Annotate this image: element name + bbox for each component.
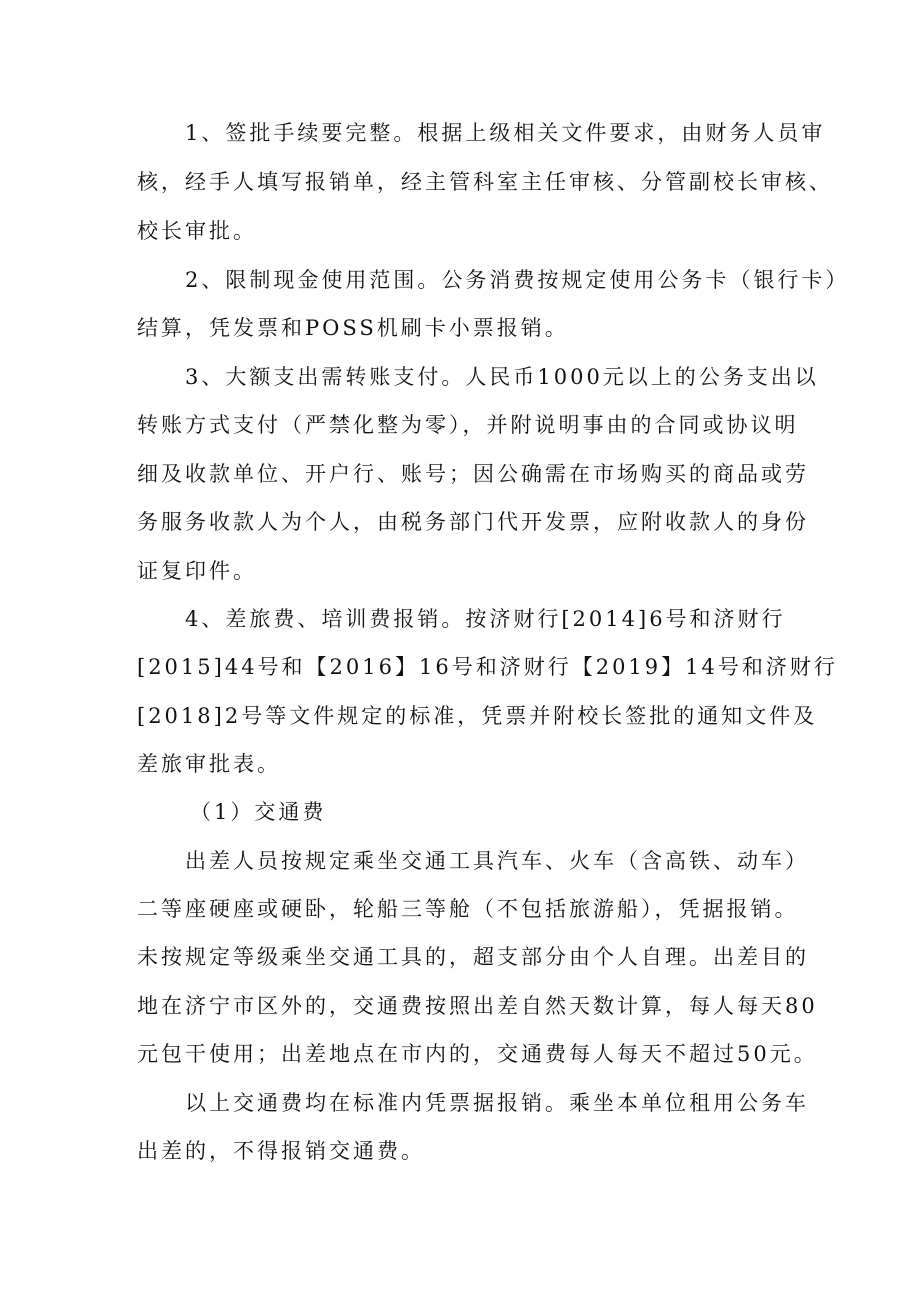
paragraph-4-line-1: 4、差旅费、培训费报销。按济财行[2014]6号和济财行 (185, 607, 786, 631)
paragraph-4-line-2: [2015]44号和【2016】16号和济财行【2019】14号和济财行 (137, 655, 838, 679)
paragraph-5-line-4: 地在济宁市区外的，交通费按照出差自然天数计算，每人每天80 (137, 994, 818, 1018)
paragraph-2-line-2: 结算，凭发票和POSS机刷卡小票报销。 (137, 316, 569, 340)
paragraph-1-line-3: 校长审批。 (137, 219, 257, 243)
paragraph-5-line-2: 二等座硬座或硬卧，轮船三等舱（不包括旅游船），凭据报销。 (137, 897, 799, 921)
paragraph-2-line-1: 2、限制现金使用范围。公务消费按规定使用公务卡（银行卡） (185, 268, 850, 292)
paragraph-6-line-2: 出差的，不得报销交通费。 (137, 1139, 425, 1163)
paragraph-1-line-2: 核，经手人填写报销单，经主管科室主任审核、分管副校长审核、 (137, 170, 833, 194)
paragraph-3-line-1: 3、大额支出需转账支付。人民币1000元以上的公务支出以 (185, 365, 819, 389)
paragraph-5-line-5: 元包干使用；出差地点在市内的，交通费每人每天不超过50元。 (137, 1042, 818, 1066)
paragraph-3-line-2: 转账方式支付（严禁化整为零），并附说明事由的合同或协议明 (137, 413, 799, 437)
paragraph-4-line-4: 差旅审批表。 (137, 752, 281, 776)
paragraph-5-line-1: 出差人员按规定乘坐交通工具汽车、火车（含高铁、动车） (185, 849, 809, 873)
paragraph-3-line-5: 证复印件。 (137, 559, 257, 583)
paragraph-5-line-3: 未按规定等级乘坐交通工具的，超支部分由个人自理。出差目的 (137, 945, 809, 969)
subheading-transport: （1）交通费 (190, 800, 327, 824)
paragraph-3-line-3: 细及收款单位、开户行、账号；因公确需在市场购买的商品或劳 (137, 462, 809, 486)
paragraph-3-line-4: 务服务收款人为个人，由税务部门代开发票，应附收款人的身份 (137, 510, 809, 534)
paragraph-6-line-1: 以上交通费均在标准内凭票据报销。乘坐本单位租用公务车 (185, 1091, 809, 1115)
paragraph-1-line-1: 1、签批手续要完整。根据上级相关文件要求，由财务人员审 (185, 121, 826, 145)
paragraph-4-line-3: [2018]2号等文件规定的标准，凭票并附校长签批的通知文件及 (137, 704, 818, 728)
